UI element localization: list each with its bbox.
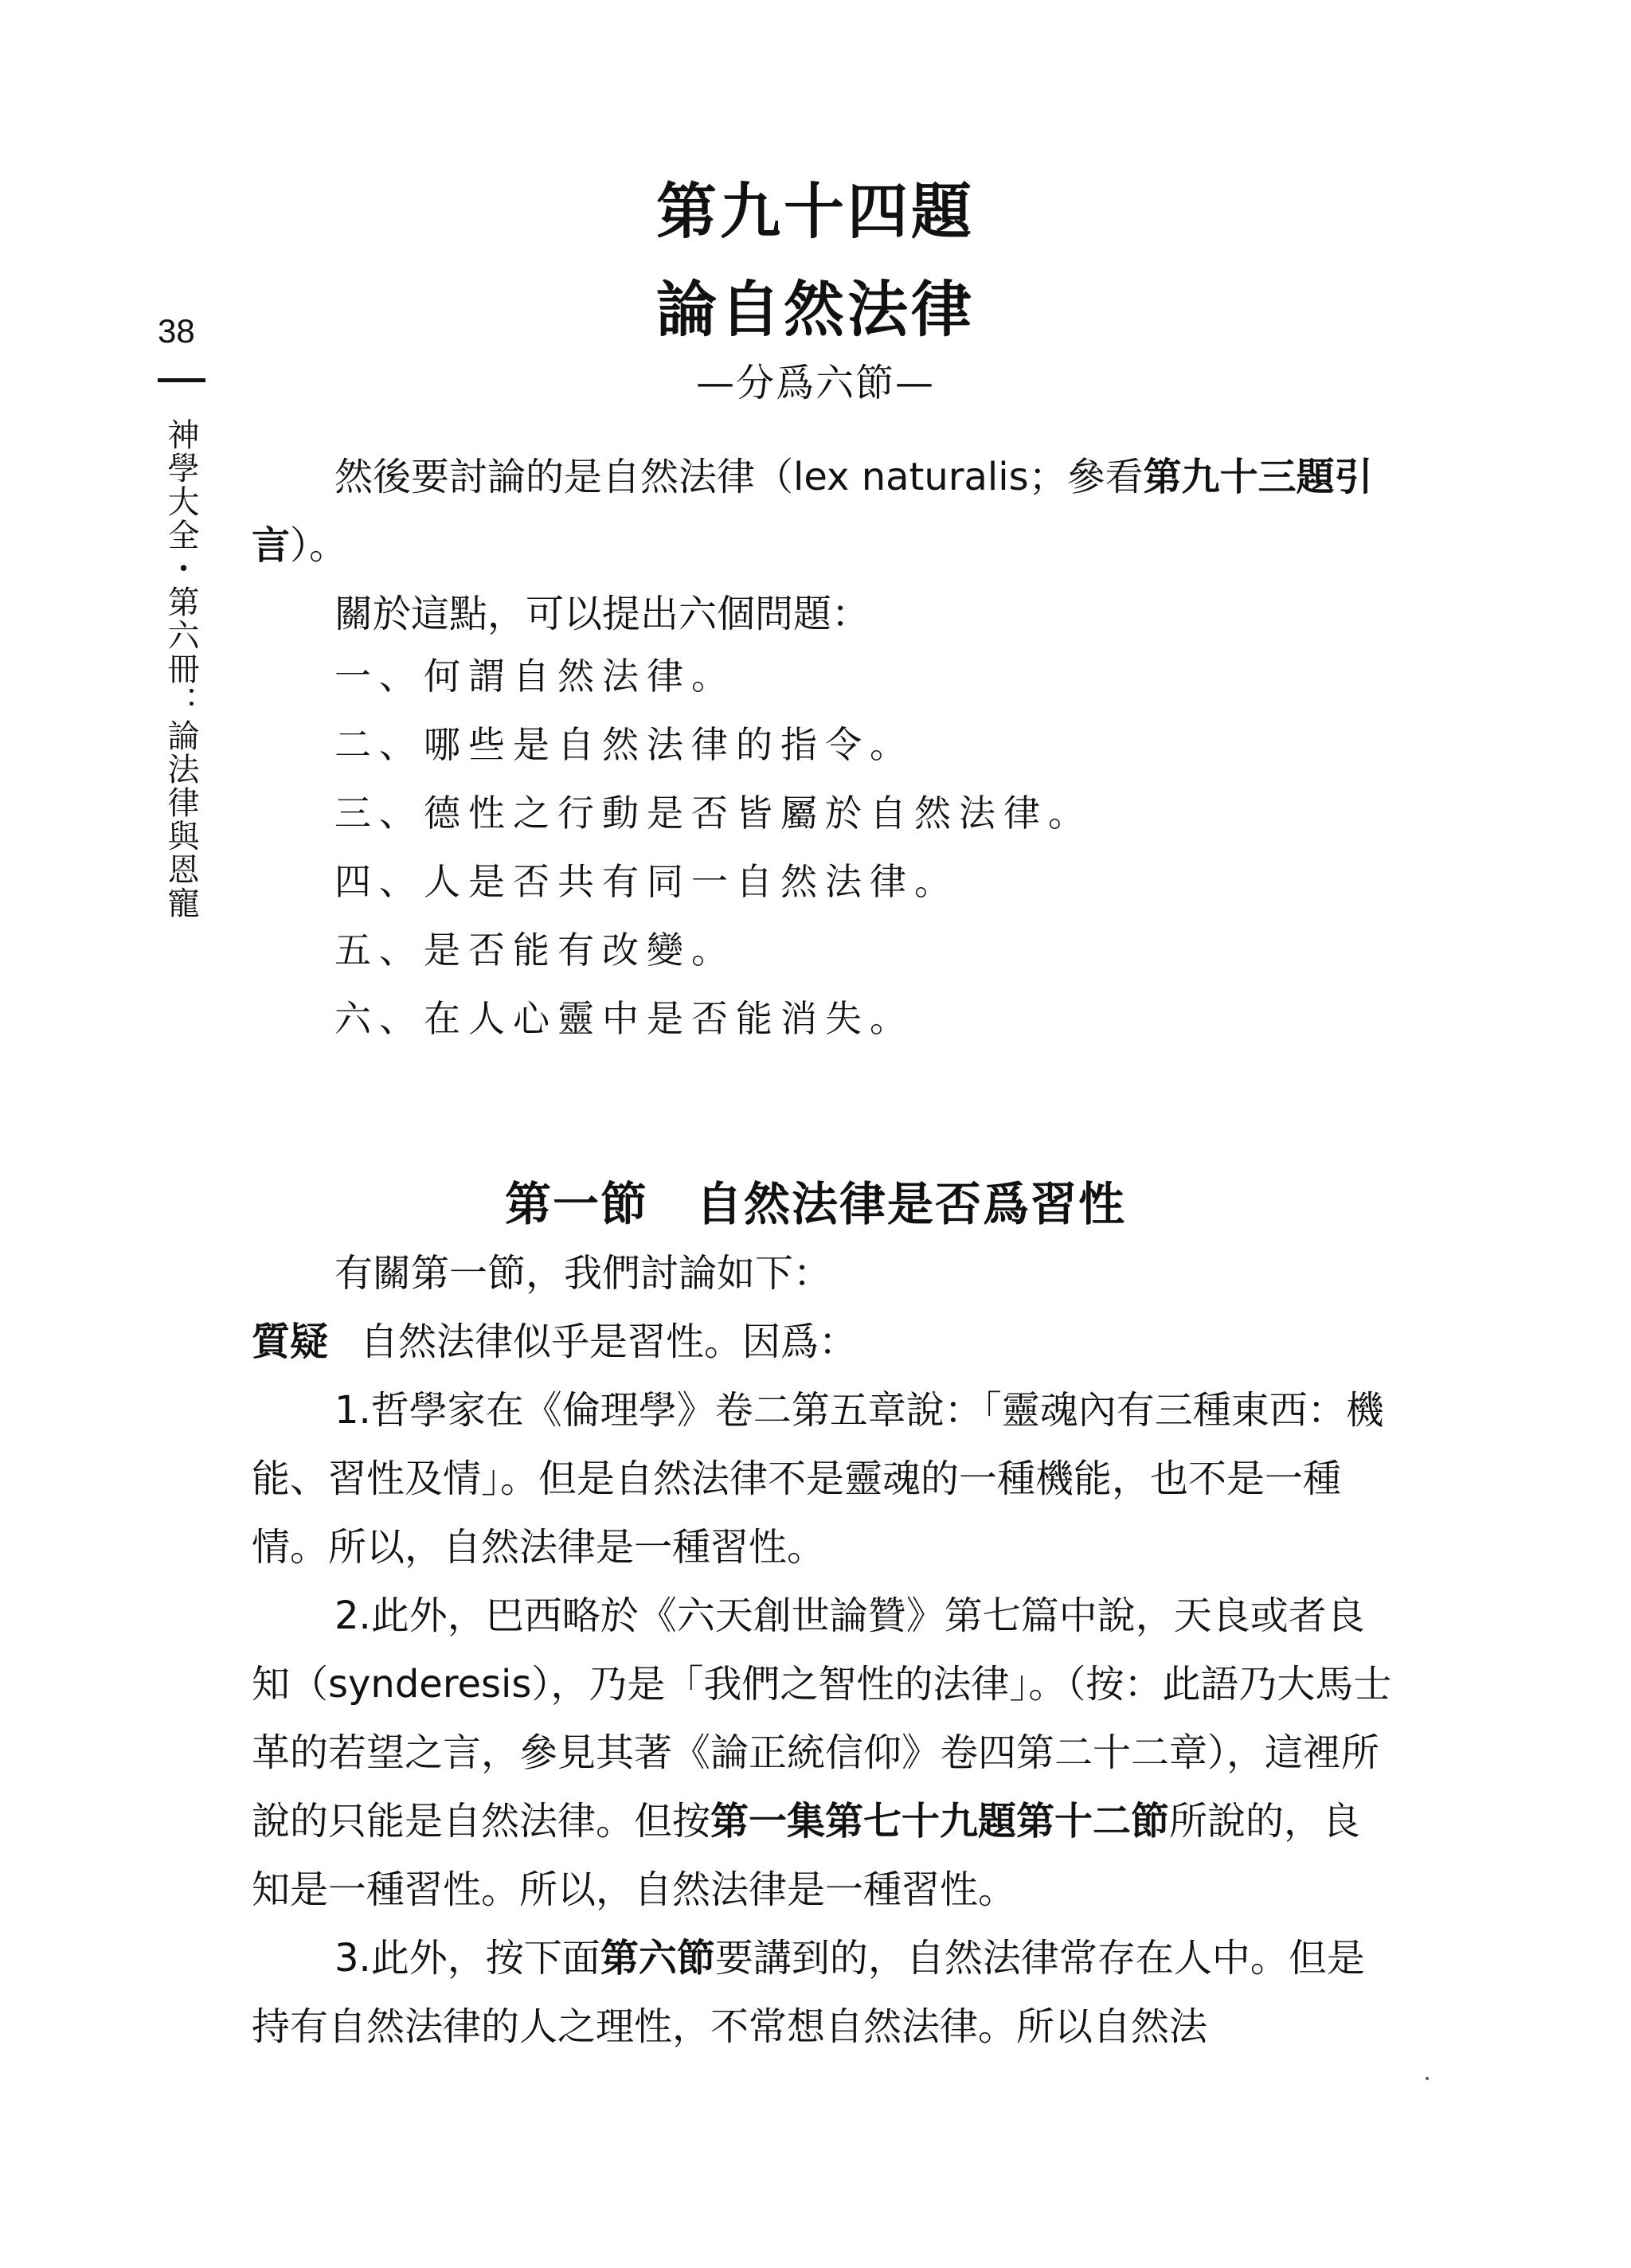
list-item: 六、在人心靈中是否能消失。 (334, 997, 914, 1040)
objection-3-reference: 第六節 (600, 1936, 715, 1981)
list-item: 四、人是否共有同一自然法律。 (334, 860, 959, 903)
intro-block (252, 443, 1398, 648)
question-number: 第九十四題 (656, 176, 975, 247)
objection-text: 自然法律似乎是習性。因爲： (360, 1320, 858, 1364)
section-title: 自然法律是否爲習性 (696, 1177, 1127, 1231)
list-item: 五、是否能有改變。 (334, 929, 736, 972)
scan-speck (1426, 2077, 1429, 2080)
intro-text-post: ）。 (290, 523, 348, 568)
page-subtitle: —分爲六節— (695, 361, 935, 405)
intro-paragraph (252, 443, 1398, 580)
objection-3-text-end: 要講到的，自然法律常存在人中。但是持有自然法律的人之理性，不常想自然法律。所以自然法 (252, 1936, 1365, 2049)
objection-1: 1.哲學家在《倫理學》卷二第五章說：「靈魂內有三種東西：機能、習性及情」。但是自然法律不是靈魂的一種機能，也不是一種情。所以，自然法律是一種習性。 (252, 1388, 1384, 1570)
section-label: 第一節 (504, 1177, 648, 1231)
questions-intro: 關於這點，可以提出六個問題： (334, 592, 870, 636)
section-heading (0, 1167, 1631, 1234)
objection-line (252, 1308, 1398, 1376)
section-intro: 有關第一節，我們討論如下： (334, 1251, 832, 1296)
question-list (334, 642, 1449, 1053)
list-item: 三、德性之行動是否皆屬於自然法律。 (334, 792, 1093, 835)
objection-2-text: 2.此外，巴西略於《六天創世論贊》第七篇中說，天良或者良知（synderesis），乃是「我們之智性的法律」。（按：此語乃大馬士革的若望之言，參見其著《論正統信仰》卷四第二十二章），這裡所說的只能是自然法律。但按 (252, 1593, 1392, 1844)
section-body (252, 1239, 1398, 2061)
page-number: 38 (158, 312, 195, 350)
list-item: 一、何謂自然法律。 (334, 655, 736, 698)
objection-label: 質疑 (252, 1320, 329, 1364)
intro-text-pre: 然後要討論的是自然法律（lex naturalis；參看 (334, 455, 1144, 499)
objection-2-text-end: 所說的，良知是一種習性。所以，自然法律是一種習性。 (252, 1799, 1361, 1912)
objection-3 (252, 1924, 1398, 2061)
margin-rule (158, 378, 205, 382)
running-head: 神學大全・第六冊：論法律與恩寵 (162, 418, 199, 920)
list-item: 二、哪些是自然法律的指令。 (334, 723, 914, 766)
objection-3-text: 3.此外，按下面 (334, 1936, 600, 1981)
objection-2 (252, 1582, 1398, 1924)
intro-reference: 第九十三題引言 (252, 455, 1373, 568)
objection-2-reference: 第一集第七十九題第十二節 (710, 1799, 1170, 1844)
page-title: 論自然法律 (656, 274, 975, 345)
